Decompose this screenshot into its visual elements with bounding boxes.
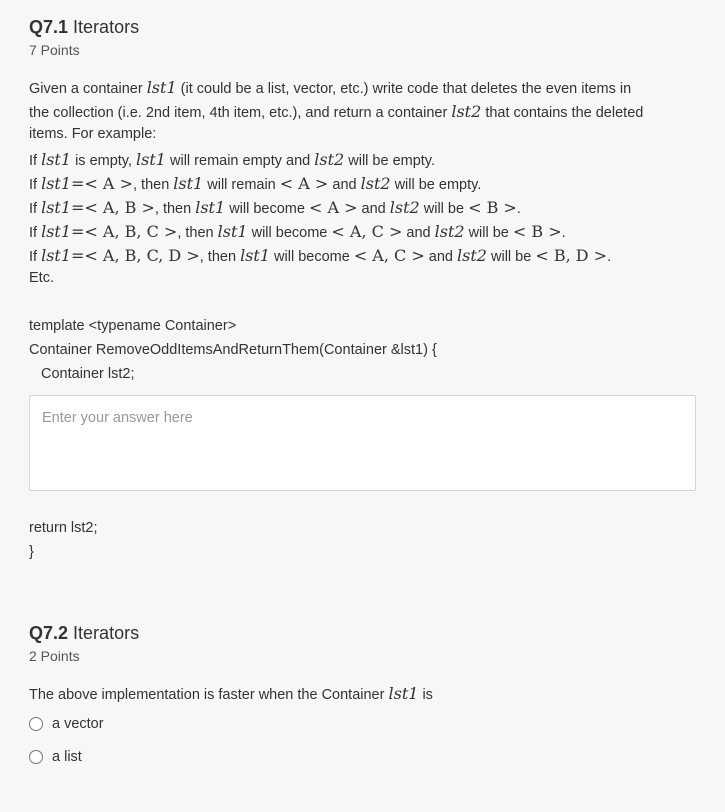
math-expr: =< A, B, C, D > — [71, 246, 200, 265]
math-expr: < B > — [468, 198, 517, 217]
math-expr: < A, C > — [353, 246, 425, 265]
math-expr: < A > — [279, 174, 329, 193]
math-var: lst1 — [240, 246, 270, 265]
text: (it could be a list, vector, etc.) write code that deletes the even items in — [180, 81, 632, 97]
text: will become — [251, 225, 328, 241]
question-title: Iterators — [73, 17, 140, 37]
math-expr: < A > — [308, 198, 358, 217]
text: If — [29, 225, 38, 241]
text: will remain empty and — [170, 153, 311, 169]
question-text-line — [29, 78, 631, 97]
code-line-close-brace: } — [29, 544, 34, 560]
text: and — [332, 177, 357, 193]
text: . — [607, 249, 612, 265]
question-number: Q7.2 — [29, 623, 69, 643]
text: will be — [423, 201, 465, 217]
question-points: 2 Points — [29, 648, 80, 664]
math-var: lst1 — [41, 222, 72, 241]
text: will become — [229, 201, 305, 217]
answer-box — [29, 395, 696, 491]
option-list[interactable] — [29, 749, 82, 765]
question-7-2-title — [29, 623, 139, 644]
text: the collection (i.e. 2nd item, 4th item, etc.), and return a container — [29, 105, 448, 121]
question-title: Iterators — [73, 623, 140, 643]
radio-button[interactable] — [29, 750, 43, 764]
math-var: lst1 — [173, 174, 204, 193]
text: Given a container — [29, 81, 143, 97]
math-var: lst1 — [195, 198, 226, 217]
math-expr: < B, D > — [535, 246, 608, 265]
math-var: lst1 — [388, 684, 419, 703]
question-text-line — [29, 102, 643, 121]
math-expr: =< A, B > — [71, 198, 155, 217]
radio-button[interactable] — [29, 717, 43, 731]
text: will be empty. — [394, 177, 482, 193]
question-number: Q7.1 — [29, 17, 69, 37]
question-prompt — [29, 684, 433, 703]
math-var: lst2 — [457, 246, 487, 265]
etc-text: Etc. — [29, 270, 54, 286]
text: is empty, — [75, 153, 133, 169]
math-var: lst1 — [136, 150, 166, 169]
text: will be empty. — [348, 153, 436, 169]
text: If — [29, 177, 38, 193]
example-line-3 — [29, 198, 521, 217]
text: If — [29, 153, 38, 169]
option-label: a list — [52, 749, 82, 765]
example-line-5 — [29, 246, 611, 265]
text: and — [406, 225, 431, 241]
option-vector[interactable] — [29, 716, 104, 732]
code-line-return: return lst2; — [29, 520, 98, 536]
text: that contains the deleted — [485, 105, 644, 121]
math-var: lst1 — [41, 246, 72, 265]
text: , then — [199, 249, 237, 265]
math-var: lst1 — [41, 198, 72, 217]
code-line-declaration: Container lst2; — [41, 366, 135, 382]
text: . — [561, 225, 566, 241]
code-line-signature: Container RemoveOddItemsAndReturnThem(Container &lst1) { — [29, 342, 437, 358]
question-7-1-title — [29, 17, 139, 38]
question-text-line: items. For example: — [29, 126, 157, 142]
math-var: lst2 — [434, 222, 465, 241]
option-label: a vector — [52, 716, 104, 732]
text: will remain — [207, 177, 276, 193]
text: will be — [468, 225, 509, 241]
text: . — [516, 201, 521, 217]
text: If — [29, 201, 38, 217]
math-var: lst1 — [41, 150, 72, 169]
math-expr: =< A, B, C > — [71, 222, 178, 241]
example-line-4 — [29, 222, 566, 241]
math-var: lst2 — [451, 102, 482, 121]
text: , then — [177, 225, 214, 241]
question-points: 7 Points — [29, 42, 80, 58]
answer-input[interactable] — [30, 396, 695, 490]
math-expr: < B > — [512, 222, 562, 241]
math-var: lst1 — [217, 222, 248, 241]
math-var: lst1 — [41, 174, 72, 193]
math-var: lst2 — [314, 150, 345, 169]
math-var: lst2 — [389, 198, 420, 217]
math-var: lst2 — [360, 174, 391, 193]
text: will become — [274, 249, 350, 265]
text: and — [361, 201, 386, 217]
text: and — [428, 249, 453, 265]
example-line-1 — [29, 150, 435, 169]
math-expr: =< A > — [71, 174, 133, 193]
math-var: lst1 — [146, 78, 177, 97]
example-line-2 — [29, 174, 481, 193]
text: is — [422, 687, 433, 703]
math-expr: < A, C > — [331, 222, 403, 241]
text: , then — [132, 177, 170, 193]
text: , then — [154, 201, 192, 217]
text: If — [29, 249, 38, 265]
text: will be — [491, 249, 532, 265]
code-line-template: template <typename Container> — [29, 318, 237, 334]
text: The above implementation is faster when the Container — [29, 687, 385, 703]
